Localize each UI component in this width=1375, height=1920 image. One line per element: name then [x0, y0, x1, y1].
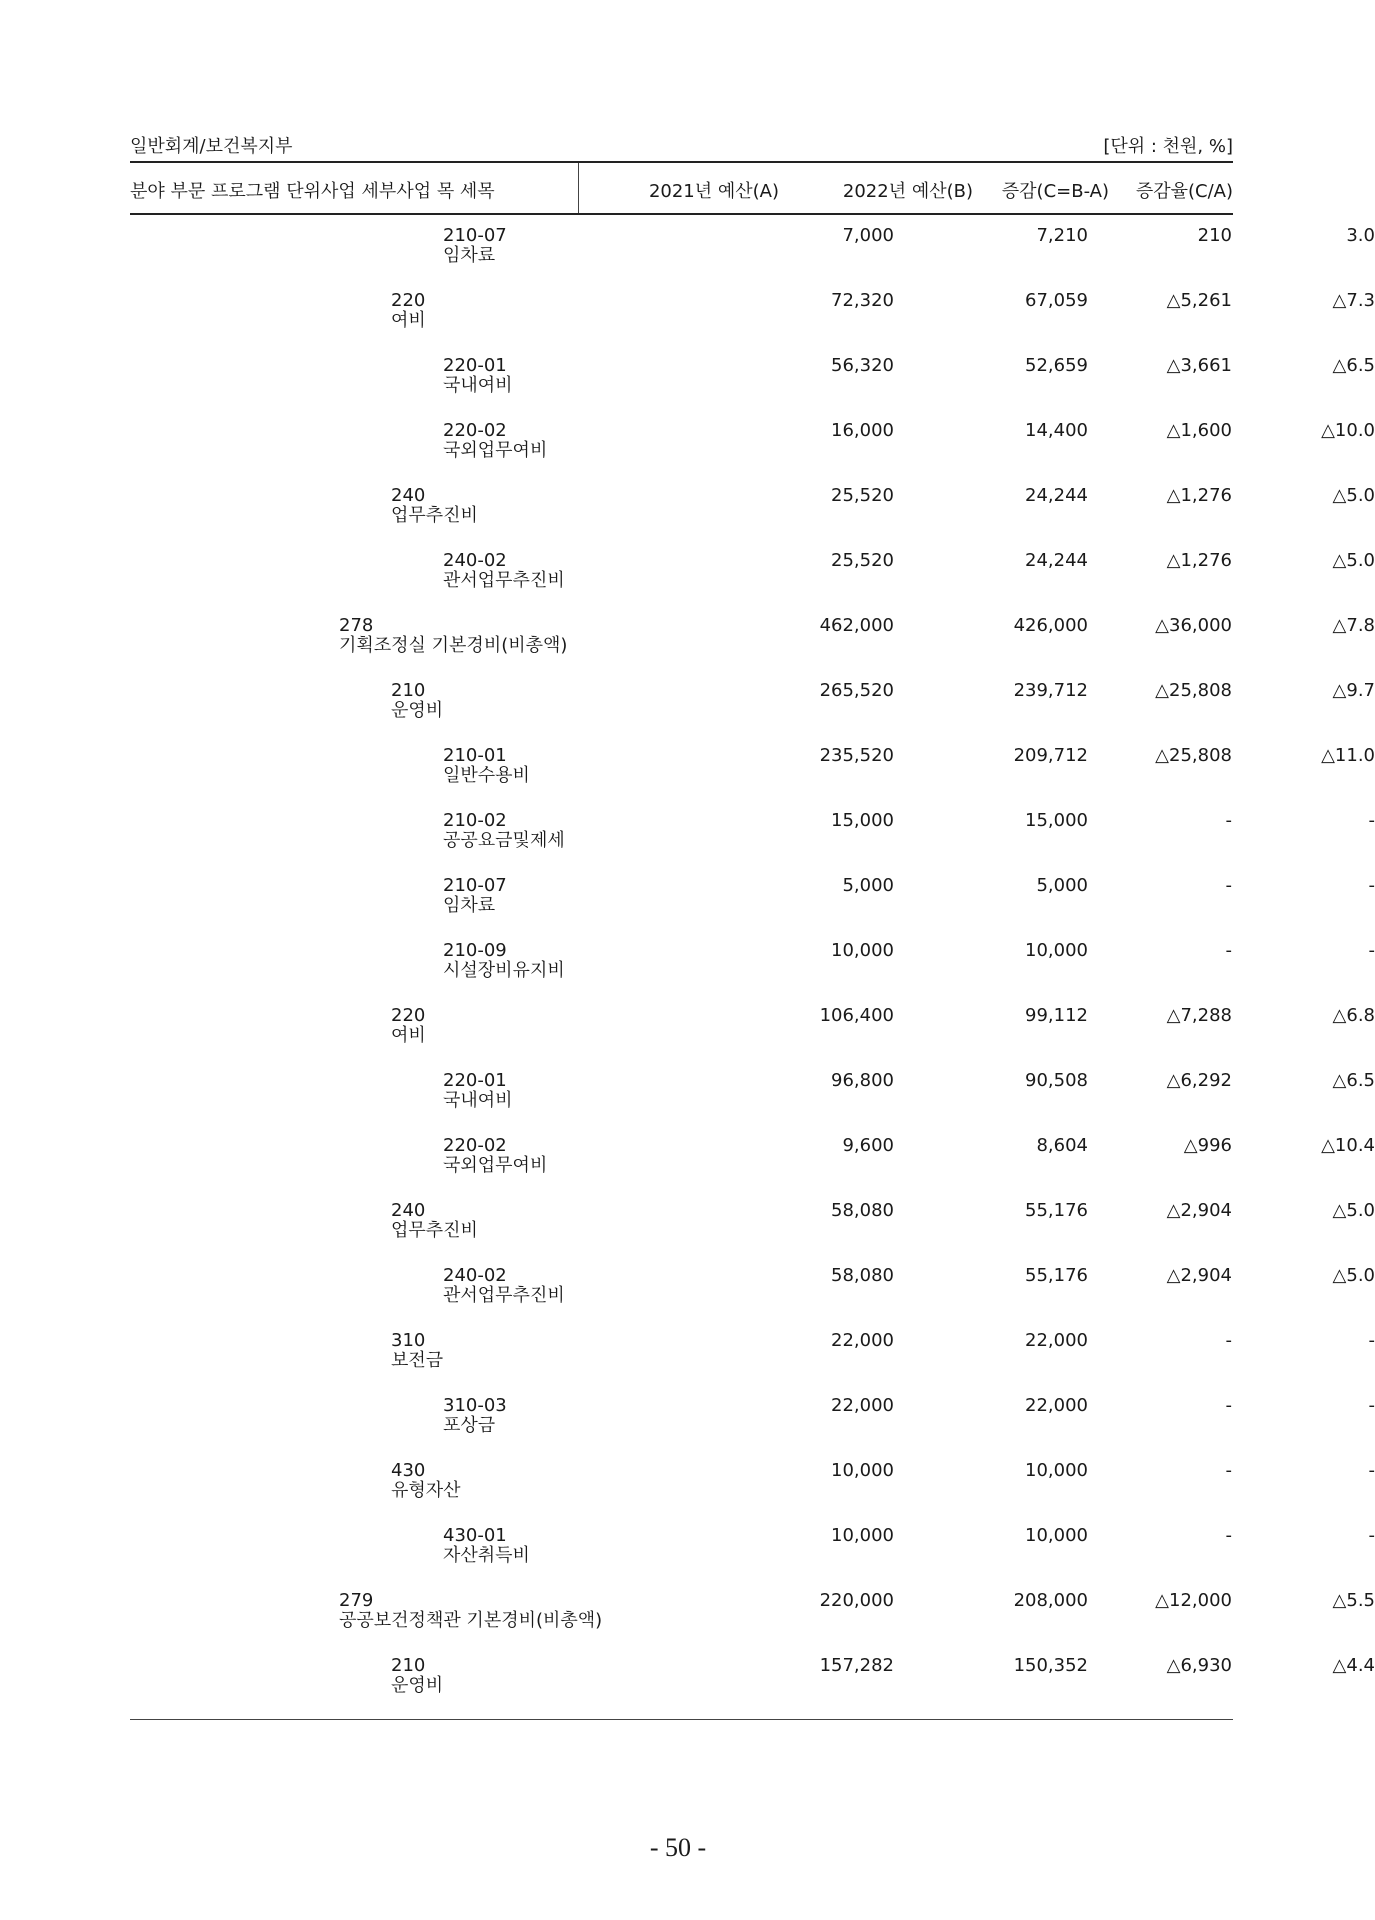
change-value: △996	[1183, 1135, 1232, 1156]
budget-2022-value: 67,059	[1025, 290, 1088, 311]
table-row	[130, 1460, 1375, 1526]
item-code: 210-01	[443, 745, 507, 766]
change-value: △2,904	[1166, 1200, 1232, 1221]
budget-2022-value: 24,244	[1025, 550, 1088, 571]
item-name: 공공요금및제세	[443, 830, 565, 851]
budget-2022-value: 209,712	[1013, 745, 1088, 766]
change-rate-value: -	[1368, 810, 1375, 831]
item-code: 210-07	[443, 875, 507, 896]
page-number: - 50 -	[649, 1833, 707, 1862]
change-rate-value: △5.0	[1332, 1200, 1375, 1221]
budget-2022-value: 52,659	[1025, 355, 1088, 376]
item-code: 210-09	[443, 940, 507, 961]
budget-2021-value: 235,520	[819, 745, 894, 766]
column-header-budget-2022: 2022년 예산(B)	[842, 181, 973, 202]
budget-2021-value: 58,080	[831, 1265, 894, 1286]
change-value: △2,904	[1166, 1265, 1232, 1286]
change-rate-value: △6.5	[1332, 1070, 1375, 1091]
item-name: 국내여비	[443, 1090, 513, 1111]
change-value: △36,000	[1155, 615, 1232, 636]
change-value: -	[1225, 1330, 1232, 1351]
item-name: 자산취득비	[443, 1545, 530, 1566]
item-code: 220-01	[443, 1070, 507, 1091]
item-code: 210	[391, 1655, 426, 1676]
change-rate-value: -	[1368, 1330, 1375, 1351]
budget-2021-value: 16,000	[831, 420, 894, 441]
item-code: 240	[391, 485, 426, 506]
column-header-budget-2021: 2021년 예산(A)	[648, 181, 779, 202]
budget-2021-value: 7,000	[842, 225, 894, 246]
change-value: -	[1225, 940, 1232, 961]
item-name: 포상금	[443, 1415, 496, 1436]
change-value: △1,276	[1166, 485, 1232, 506]
change-rate-value: △5.0	[1332, 550, 1375, 571]
change-rate-value: △5.0	[1332, 485, 1375, 506]
table-row	[130, 745, 1375, 811]
item-code: 210-02	[443, 810, 507, 831]
item-name: 유형자산	[391, 1480, 461, 1501]
item-code: 278	[339, 615, 374, 636]
budget-2022-value: 15,000	[1025, 810, 1088, 831]
item-name: 업무추진비	[391, 505, 478, 526]
change-value: △5,261	[1166, 290, 1232, 311]
change-value: -	[1225, 1460, 1232, 1481]
item-name: 운영비	[391, 1675, 444, 1696]
table-row	[130, 1330, 1375, 1396]
change-rate-value: -	[1368, 1525, 1375, 1546]
change-value: △25,808	[1155, 680, 1232, 701]
page-header	[130, 132, 1233, 156]
header-divider	[578, 163, 579, 213]
item-name: 업무추진비	[391, 1220, 478, 1241]
table-row	[130, 550, 1375, 616]
budget-2022-value: 10,000	[1025, 1460, 1088, 1481]
unit-label: [단위 : 천원, %]	[1103, 136, 1233, 157]
table-row	[130, 810, 1375, 876]
item-code: 220	[391, 1005, 426, 1026]
change-value: -	[1225, 1525, 1232, 1546]
budget-2022-value: 426,000	[1013, 615, 1088, 636]
table-header-rule	[130, 213, 1233, 215]
item-code: 220-02	[443, 420, 507, 441]
table-row	[130, 875, 1375, 941]
change-rate-value: -	[1368, 875, 1375, 896]
table-row	[130, 1395, 1375, 1461]
item-code: 430-01	[443, 1525, 507, 1546]
budget-2021-value: 22,000	[831, 1330, 894, 1351]
item-code: 310	[391, 1330, 426, 1351]
budget-2022-value: 150,352	[1013, 1655, 1088, 1676]
budget-2021-value: 72,320	[831, 290, 894, 311]
budget-2021-value: 10,000	[831, 1460, 894, 1481]
column-header-change-rate: 증감율(C/A)	[1135, 181, 1233, 202]
change-value: △6,292	[1166, 1070, 1232, 1091]
table-top-rule	[130, 161, 1233, 163]
change-value: -	[1225, 875, 1232, 896]
table-row	[130, 1200, 1375, 1266]
budget-2021-value: 15,000	[831, 810, 894, 831]
item-name: 관서업무추진비	[443, 1285, 565, 1306]
column-header-classification: 분야 부문 프로그램 단위사업 세부사업 목 세목	[130, 181, 495, 202]
item-name: 공공보건정책관 기본경비(비총액)	[339, 1610, 603, 1631]
table-row	[130, 485, 1375, 551]
item-code: 430	[391, 1460, 426, 1481]
budget-2022-value: 55,176	[1025, 1200, 1088, 1221]
budget-2021-value: 10,000	[831, 1525, 894, 1546]
item-name: 시설장비유지비	[443, 960, 565, 981]
item-name: 임차료	[443, 895, 496, 916]
table-row	[130, 1655, 1375, 1721]
change-value: △1,600	[1166, 420, 1232, 441]
change-value: △1,276	[1166, 550, 1232, 571]
table-row	[130, 355, 1375, 421]
change-rate-value: △5.0	[1332, 1265, 1375, 1286]
item-name: 운영비	[391, 700, 444, 721]
budget-2021-value: 265,520	[819, 680, 894, 701]
column-header-change: 증감(C=B-A)	[1001, 181, 1109, 202]
budget-2021-value: 96,800	[831, 1070, 894, 1091]
item-name: 여비	[391, 310, 426, 331]
item-code: 220-01	[443, 355, 507, 376]
table-row	[130, 420, 1375, 486]
budget-2022-value: 208,000	[1013, 1590, 1088, 1611]
budget-2021-value: 22,000	[831, 1395, 894, 1416]
item-code: 279	[339, 1590, 374, 1611]
budget-2021-value: 58,080	[831, 1200, 894, 1221]
budget-table-body	[130, 225, 1375, 1721]
change-rate-value: △9.7	[1332, 680, 1375, 701]
item-name: 일반수용비	[443, 765, 530, 786]
change-rate-value: △6.5	[1332, 355, 1375, 376]
change-rate-value: -	[1368, 1395, 1375, 1416]
budget-2021-value: 106,400	[819, 1005, 894, 1026]
change-value: -	[1225, 810, 1232, 831]
change-rate-value: △5.5	[1332, 1590, 1375, 1611]
budget-2022-value: 5,000	[1036, 875, 1088, 896]
table-row	[130, 1005, 1375, 1071]
table-row	[130, 1135, 1375, 1201]
table-row	[130, 1590, 1375, 1656]
change-value: -	[1225, 1395, 1232, 1416]
change-value: △25,808	[1155, 745, 1232, 766]
budget-2022-value: 10,000	[1025, 940, 1088, 961]
table-bottom-rule	[130, 1719, 1233, 1720]
change-value: 210	[1197, 225, 1232, 246]
item-name: 관서업무추진비	[443, 570, 565, 591]
change-rate-value: △7.8	[1332, 615, 1375, 636]
change-rate-value: △6.8	[1332, 1005, 1375, 1026]
change-rate-value: -	[1368, 940, 1375, 961]
change-value: △12,000	[1155, 1590, 1232, 1611]
table-row	[130, 615, 1375, 681]
budget-2022-value: 8,604	[1036, 1135, 1088, 1156]
budget-2021-value: 56,320	[831, 355, 894, 376]
budget-2022-value: 14,400	[1025, 420, 1088, 441]
change-rate-value: △10.4	[1321, 1135, 1375, 1156]
change-rate-value: △10.0	[1321, 420, 1375, 441]
table-row	[130, 290, 1375, 356]
item-name: 국외업무여비	[443, 1155, 548, 1176]
account-label: 일반회계/보건복지부	[130, 136, 293, 157]
budget-2022-value: 90,508	[1025, 1070, 1088, 1091]
budget-2022-value: 10,000	[1025, 1525, 1088, 1546]
change-value: △6,930	[1166, 1655, 1232, 1676]
change-rate-value: -	[1368, 1460, 1375, 1481]
item-code: 220	[391, 290, 426, 311]
budget-2022-value: 99,112	[1025, 1005, 1088, 1026]
table-row	[130, 1265, 1375, 1331]
change-value: △3,661	[1166, 355, 1232, 376]
item-code: 240-02	[443, 1265, 507, 1286]
item-code: 310-03	[443, 1395, 507, 1416]
item-name: 국외업무여비	[443, 440, 548, 461]
item-code: 220-02	[443, 1135, 507, 1156]
change-rate-value: △4.4	[1332, 1655, 1375, 1676]
item-name: 기획조정실 기본경비(비총액)	[339, 635, 568, 656]
item-code: 240-02	[443, 550, 507, 571]
budget-2022-value: 22,000	[1025, 1395, 1088, 1416]
budget-2021-value: 462,000	[819, 615, 894, 636]
change-rate-value: △11.0	[1321, 745, 1375, 766]
budget-2021-value: 10,000	[831, 940, 894, 961]
budget-2021-value: 5,000	[842, 875, 894, 896]
table-row	[130, 940, 1375, 1006]
item-code: 240	[391, 1200, 426, 1221]
item-name: 국내여비	[443, 375, 513, 396]
item-code: 210-07	[443, 225, 507, 246]
budget-2022-value: 7,210	[1036, 225, 1088, 246]
budget-2021-value: 9,600	[842, 1135, 894, 1156]
item-name: 여비	[391, 1025, 426, 1046]
budget-2021-value: 25,520	[831, 550, 894, 571]
item-code: 210	[391, 680, 426, 701]
budget-2022-value: 22,000	[1025, 1330, 1088, 1351]
budget-2022-value: 24,244	[1025, 485, 1088, 506]
budget-2022-value: 55,176	[1025, 1265, 1088, 1286]
table-row	[130, 680, 1375, 746]
budget-2021-value: 220,000	[819, 1590, 894, 1611]
table-row	[130, 225, 1375, 291]
budget-2022-value: 239,712	[1013, 680, 1088, 701]
change-rate-value: 3.0	[1346, 225, 1375, 246]
item-name: 임차료	[443, 245, 496, 266]
item-name: 보전금	[391, 1350, 444, 1371]
budget-2021-value: 157,282	[819, 1655, 894, 1676]
change-rate-value: △7.3	[1332, 290, 1375, 311]
table-row	[130, 1070, 1375, 1136]
table-row	[130, 1525, 1375, 1591]
change-value: △7,288	[1166, 1005, 1232, 1026]
budget-2021-value: 25,520	[831, 485, 894, 506]
